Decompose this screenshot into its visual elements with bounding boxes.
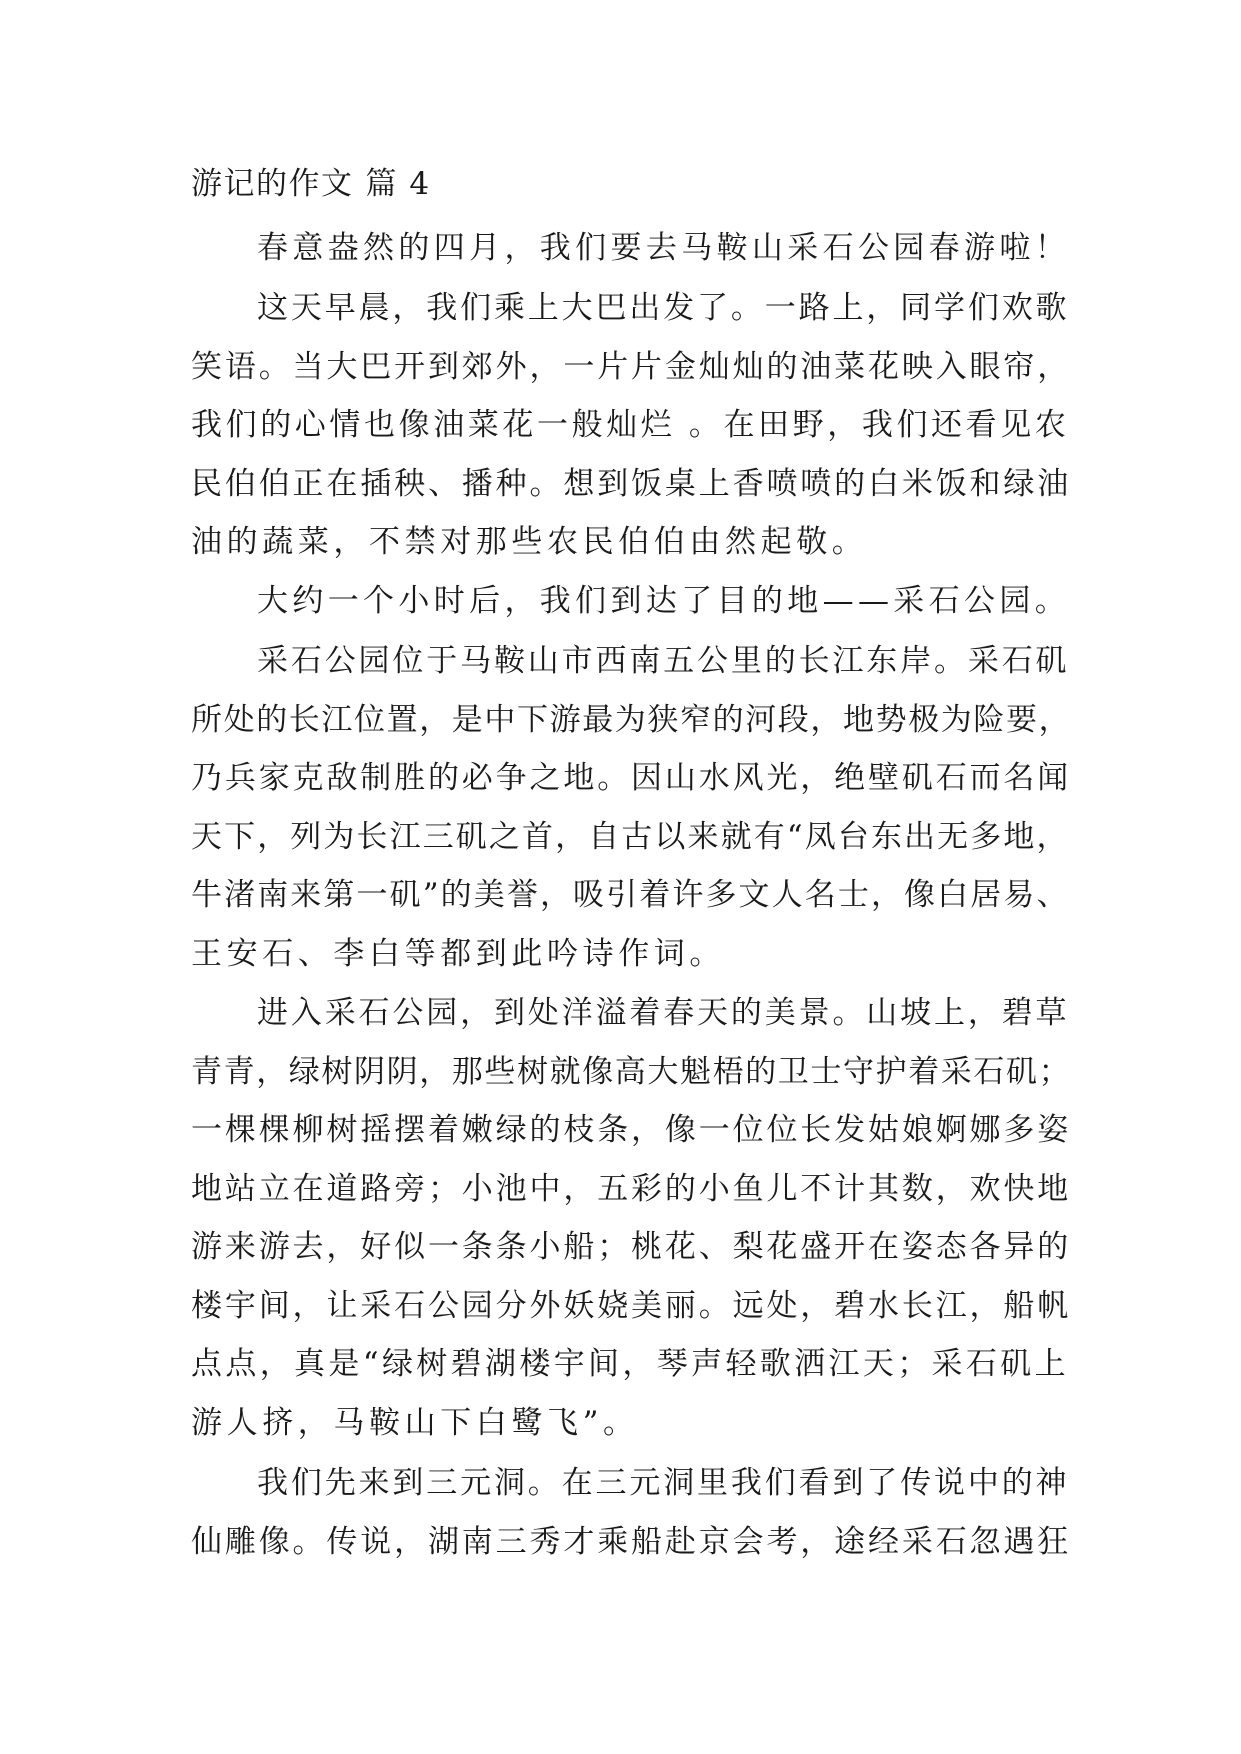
paragraph-line: 仙雕像。传说，湖南三秀才乘船赴京会考，途经采石忽遇狂	[191, 1524, 1072, 1560]
paragraph-line: 点点，真是“绿树碧湖楼宇间，琴声轻歌洒江天；采石矶上	[191, 1346, 1069, 1382]
paragraph-line: 春意盎然的四月，我们要去马鞍山采石公园春游啦！	[257, 230, 1071, 266]
paragraph-line: 楼宇间，让采石公园分外妖娆美丽。远处，碧水长江，船帆	[191, 1288, 1072, 1324]
document-title	[191, 164, 431, 204]
paragraph-line: 青青，绿树阴阴，那些树就像高大魁梧的卫士守护着采石矶；	[191, 1054, 1072, 1090]
paragraph-line: 这天早晨，我们乘上大巴出发了。一路上，同学们欢歌	[257, 290, 1070, 326]
paragraph-line: 进入采石公园，到处洋溢着春天的美景。山坡上，碧草	[257, 995, 1070, 1031]
paragraph-line: 我们先来到三元洞。在三元洞里我们看到了传说中的神	[257, 1465, 1070, 1501]
title-text: 游记的作文	[191, 166, 354, 202]
paragraph-line: 游来游去，好似一条条小船；桃花、梨花盛开在姿态各异的	[191, 1229, 1072, 1265]
paragraph-line: 所处的长江位置，是中下游最为狭窄的河段，地势极为险要，	[191, 702, 1072, 738]
paragraph-line: 一棵棵柳树摇摆着嫩绿的枝条，像一位位长发姑娘婀娜多姿	[191, 1112, 1072, 1148]
paragraph-line: 地站立在道路旁；小池中，五彩的小鱼儿不计其数，欢快地	[191, 1171, 1072, 1207]
paragraph-line: 乃兵家克敌制胜的必争之地。因山水风光，绝壁矶石而名闻	[191, 760, 1072, 796]
paragraph-line: 大约一个小时后，我们到达了目的地——采石公园。	[257, 583, 1071, 619]
paragraph-line: 采石公园位于马鞍山市西南五公里的长江东岸。采石矶	[257, 643, 1070, 679]
paragraph-line: 油的蔬菜，不禁对那些农民伯伯由然起敬。	[191, 524, 868, 560]
paragraph-line: 民伯伯正在插秧、播种。想到饭桌上香喷喷的白米饭和绿油	[191, 466, 1072, 502]
title-number: 篇 4	[365, 166, 431, 202]
paragraph-line: 天下，列为长江三矶之首，自古以来就有“凤台东出无多地，	[191, 819, 1070, 855]
paragraph-line: 游人挤，马鞍山下白鹭飞”。	[191, 1405, 639, 1441]
paragraph-line: 笑语。当大巴开到郊外，一片片金灿灿的油菜花映入眼帘，	[191, 349, 1072, 385]
paragraph-line: 我们的心情也像油菜花一般灿烂 。在田野，我们还看见农	[191, 407, 1070, 443]
paragraph-line: 牛渚南来第一矶”的美誉，吸引着许多文人名士，像白居易、	[191, 877, 1070, 913]
paragraph-line: 王安石、李白等都到此吟诗作词。	[191, 936, 725, 972]
